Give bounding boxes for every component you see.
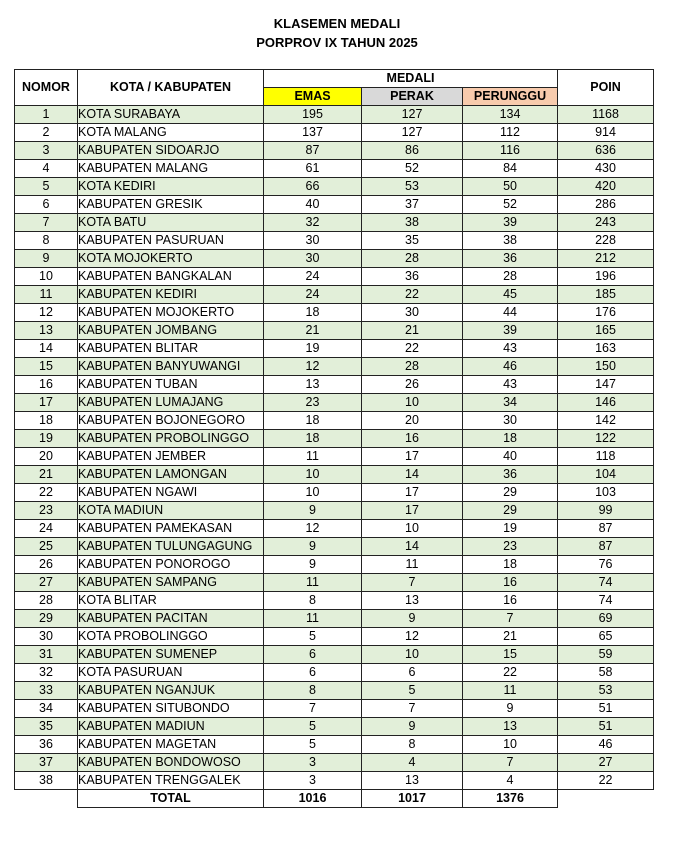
table-row	[15, 322, 654, 340]
emas-cell: 24	[264, 286, 362, 304]
kota-cell: KOTA MALANG	[78, 124, 264, 142]
perunggu-cell: 43	[463, 340, 558, 358]
nomor-cell: 33	[15, 682, 78, 700]
table-row	[15, 718, 654, 736]
nomor-cell: 36	[15, 736, 78, 754]
perak-cell: 28	[362, 358, 463, 376]
perunggu-cell: 4	[463, 772, 558, 790]
nomor-cell: 3	[15, 142, 78, 160]
perak-cell: 127	[362, 106, 463, 124]
poin-cell: 103	[558, 484, 654, 502]
nomor-cell: 14	[15, 340, 78, 358]
perunggu-cell: 40	[463, 448, 558, 466]
nomor-cell: 24	[15, 520, 78, 538]
total-perak: 1017	[362, 790, 463, 808]
emas-cell: 18	[264, 304, 362, 322]
poin-cell: 53	[558, 682, 654, 700]
perak-cell: 17	[362, 484, 463, 502]
nomor-cell: 16	[15, 376, 78, 394]
emas-cell: 12	[264, 520, 362, 538]
kota-cell: KABUPATEN MADIUN	[78, 718, 264, 736]
total-row	[15, 790, 654, 808]
kota-cell: KABUPATEN MAGETAN	[78, 736, 264, 754]
kota-cell: KABUPATEN PACITAN	[78, 610, 264, 628]
poin-cell: 74	[558, 592, 654, 610]
perunggu-cell: 36	[463, 250, 558, 268]
perak-cell: 11	[362, 556, 463, 574]
kota-cell: KOTA BATU	[78, 214, 264, 232]
poin-cell: 118	[558, 448, 654, 466]
perunggu-cell: 30	[463, 412, 558, 430]
kota-cell: KABUPATEN BONDOWOSO	[78, 754, 264, 772]
perak-cell: 17	[362, 502, 463, 520]
kota-cell: KOTA PASURUAN	[78, 664, 264, 682]
nomor-cell: 23	[15, 502, 78, 520]
perunggu-cell: 39	[463, 322, 558, 340]
perak-cell: 86	[362, 142, 463, 160]
table-row	[15, 304, 654, 322]
table-row	[15, 160, 654, 178]
emas-cell: 3	[264, 754, 362, 772]
perak-cell: 14	[362, 538, 463, 556]
page-subtitle: PORPROV IX TAHUN 2025	[256, 35, 418, 50]
poin-cell: 46	[558, 736, 654, 754]
nomor-cell: 5	[15, 178, 78, 196]
emas-cell: 137	[264, 124, 362, 142]
poin-cell: 176	[558, 304, 654, 322]
poin-cell: 147	[558, 376, 654, 394]
header-perunggu: PERUNGGU	[463, 88, 558, 106]
emas-cell: 10	[264, 484, 362, 502]
nomor-cell: 34	[15, 700, 78, 718]
perunggu-cell: 34	[463, 394, 558, 412]
kota-cell: KABUPATEN TUBAN	[78, 376, 264, 394]
total-label: TOTAL	[78, 790, 264, 808]
nomor-cell: 22	[15, 484, 78, 502]
perunggu-cell: 11	[463, 682, 558, 700]
poin-cell: 1168	[558, 106, 654, 124]
kota-cell: KABUPATEN GRESIK	[78, 196, 264, 214]
table-row	[15, 646, 654, 664]
kota-cell: KOTA SURABAYA	[78, 106, 264, 124]
emas-cell: 5	[264, 718, 362, 736]
poin-cell: 286	[558, 196, 654, 214]
kota-cell: KABUPATEN SITUBONDO	[78, 700, 264, 718]
emas-cell: 8	[264, 592, 362, 610]
kota-cell: KABUPATEN LUMAJANG	[78, 394, 264, 412]
nomor-cell: 6	[15, 196, 78, 214]
kota-cell: KOTA MOJOKERTO	[78, 250, 264, 268]
kota-cell: KABUPATEN JEMBER	[78, 448, 264, 466]
nomor-cell: 27	[15, 574, 78, 592]
poin-cell: 196	[558, 268, 654, 286]
total-blank	[15, 790, 78, 808]
nomor-cell: 7	[15, 214, 78, 232]
perak-cell: 14	[362, 466, 463, 484]
poin-cell: 65	[558, 628, 654, 646]
kota-cell: KABUPATEN SIDOARJO	[78, 142, 264, 160]
emas-cell: 9	[264, 556, 362, 574]
kota-cell: KABUPATEN PASURUAN	[78, 232, 264, 250]
table-row	[15, 574, 654, 592]
poin-cell: 51	[558, 718, 654, 736]
poin-cell: 87	[558, 538, 654, 556]
header-emas: EMAS	[264, 88, 362, 106]
poin-cell: 76	[558, 556, 654, 574]
table-body	[15, 106, 654, 790]
poin-cell: 59	[558, 646, 654, 664]
perunggu-cell: 39	[463, 214, 558, 232]
emas-cell: 21	[264, 322, 362, 340]
table-row	[15, 430, 654, 448]
poin-cell: 150	[558, 358, 654, 376]
emas-cell: 6	[264, 664, 362, 682]
poin-cell: 228	[558, 232, 654, 250]
kota-cell: KABUPATEN KEDIRI	[78, 286, 264, 304]
perak-cell: 10	[362, 520, 463, 538]
perunggu-cell: 28	[463, 268, 558, 286]
nomor-cell: 29	[15, 610, 78, 628]
perak-cell: 127	[362, 124, 463, 142]
emas-cell: 23	[264, 394, 362, 412]
kota-cell: KOTA KEDIRI	[78, 178, 264, 196]
perak-cell: 10	[362, 646, 463, 664]
perunggu-cell: 10	[463, 736, 558, 754]
total-emas: 1016	[264, 790, 362, 808]
table-row	[15, 682, 654, 700]
perak-cell: 22	[362, 286, 463, 304]
table-row	[15, 196, 654, 214]
table-row	[15, 232, 654, 250]
poin-cell: 146	[558, 394, 654, 412]
perunggu-cell: 22	[463, 664, 558, 682]
kota-cell: KABUPATEN SUMENEP	[78, 646, 264, 664]
poin-cell: 58	[558, 664, 654, 682]
perak-cell: 20	[362, 412, 463, 430]
emas-cell: 11	[264, 610, 362, 628]
nomor-cell: 8	[15, 232, 78, 250]
kota-cell: KABUPATEN NGAWI	[78, 484, 264, 502]
perak-cell: 10	[362, 394, 463, 412]
perunggu-cell: 13	[463, 718, 558, 736]
header-poin: POIN	[558, 70, 654, 106]
kota-cell: KOTA BLITAR	[78, 592, 264, 610]
table-row	[15, 628, 654, 646]
table-row	[15, 142, 654, 160]
perak-cell: 17	[362, 448, 463, 466]
nomor-cell: 11	[15, 286, 78, 304]
perak-cell: 35	[362, 232, 463, 250]
emas-cell: 13	[264, 376, 362, 394]
table-row	[15, 214, 654, 232]
perak-cell: 16	[362, 430, 463, 448]
table-row	[15, 736, 654, 754]
perunggu-cell: 46	[463, 358, 558, 376]
perunggu-cell: 43	[463, 376, 558, 394]
kota-cell: KABUPATEN JOMBANG	[78, 322, 264, 340]
emas-cell: 30	[264, 232, 362, 250]
poin-cell: 69	[558, 610, 654, 628]
table-row	[15, 376, 654, 394]
perak-cell: 53	[362, 178, 463, 196]
perunggu-cell: 9	[463, 700, 558, 718]
perunggu-cell: 7	[463, 754, 558, 772]
emas-cell: 5	[264, 628, 362, 646]
perak-cell: 6	[362, 664, 463, 682]
table-row	[15, 754, 654, 772]
poin-cell: 22	[558, 772, 654, 790]
nomor-cell: 2	[15, 124, 78, 142]
perak-cell: 30	[362, 304, 463, 322]
table-row	[15, 700, 654, 718]
table-row	[15, 772, 654, 790]
table-row	[15, 250, 654, 268]
poin-cell: 243	[558, 214, 654, 232]
nomor-cell: 12	[15, 304, 78, 322]
perunggu-cell: 29	[463, 502, 558, 520]
nomor-cell: 25	[15, 538, 78, 556]
poin-cell: 27	[558, 754, 654, 772]
perak-cell: 22	[362, 340, 463, 358]
perak-cell: 8	[362, 736, 463, 754]
kota-cell: KABUPATEN SAMPANG	[78, 574, 264, 592]
perunggu-cell: 23	[463, 538, 558, 556]
perak-cell: 12	[362, 628, 463, 646]
nomor-cell: 35	[15, 718, 78, 736]
nomor-cell: 31	[15, 646, 78, 664]
emas-cell: 61	[264, 160, 362, 178]
perak-cell: 36	[362, 268, 463, 286]
perunggu-cell: 7	[463, 610, 558, 628]
perunggu-cell: 15	[463, 646, 558, 664]
perak-cell: 21	[362, 322, 463, 340]
perak-cell: 13	[362, 772, 463, 790]
emas-cell: 9	[264, 502, 362, 520]
kota-cell: KABUPATEN BLITAR	[78, 340, 264, 358]
header-perak: PERAK	[362, 88, 463, 106]
emas-cell: 12	[264, 358, 362, 376]
kota-cell: KABUPATEN NGANJUK	[78, 682, 264, 700]
perak-cell: 52	[362, 160, 463, 178]
poin-cell: 122	[558, 430, 654, 448]
kota-cell: KOTA MADIUN	[78, 502, 264, 520]
emas-cell: 6	[264, 646, 362, 664]
emas-cell: 7	[264, 700, 362, 718]
total-perunggu: 1376	[463, 790, 558, 808]
kota-cell: KABUPATEN TULUNGAGUNG	[78, 538, 264, 556]
perunggu-cell: 134	[463, 106, 558, 124]
perunggu-cell: 36	[463, 466, 558, 484]
kota-cell: KABUPATEN PAMEKASAN	[78, 520, 264, 538]
perunggu-cell: 19	[463, 520, 558, 538]
table-row	[15, 286, 654, 304]
emas-cell: 40	[264, 196, 362, 214]
table-row	[15, 592, 654, 610]
poin-cell: 636	[558, 142, 654, 160]
perunggu-cell: 29	[463, 484, 558, 502]
table-row	[15, 664, 654, 682]
poin-cell: 104	[558, 466, 654, 484]
kota-cell: KABUPATEN PONOROGO	[78, 556, 264, 574]
perunggu-cell: 18	[463, 430, 558, 448]
kota-cell: KABUPATEN MOJOKERTO	[78, 304, 264, 322]
table-row	[15, 484, 654, 502]
header-medali: MEDALI	[264, 70, 558, 88]
perunggu-cell: 16	[463, 592, 558, 610]
table-row	[15, 538, 654, 556]
table-row	[15, 448, 654, 466]
poin-cell: 142	[558, 412, 654, 430]
nomor-cell: 4	[15, 160, 78, 178]
poin-cell: 165	[558, 322, 654, 340]
nomor-cell: 28	[15, 592, 78, 610]
poin-cell: 430	[558, 160, 654, 178]
emas-cell: 8	[264, 682, 362, 700]
emas-cell: 9	[264, 538, 362, 556]
emas-cell: 195	[264, 106, 362, 124]
nomor-cell: 17	[15, 394, 78, 412]
poin-cell: 420	[558, 178, 654, 196]
perunggu-cell: 44	[463, 304, 558, 322]
kota-cell: KABUPATEN BOJONEGORO	[78, 412, 264, 430]
perunggu-cell: 50	[463, 178, 558, 196]
emas-cell: 66	[264, 178, 362, 196]
table-row	[15, 610, 654, 628]
kota-cell: KABUPATEN LAMONGAN	[78, 466, 264, 484]
emas-cell: 87	[264, 142, 362, 160]
perak-cell: 9	[362, 610, 463, 628]
kota-cell: KABUPATEN TRENGGALEK	[78, 772, 264, 790]
kota-cell: KABUPATEN BANGKALAN	[78, 268, 264, 286]
poin-cell: 74	[558, 574, 654, 592]
nomor-cell: 9	[15, 250, 78, 268]
kota-cell: KABUPATEN BANYUWANGI	[78, 358, 264, 376]
nomor-cell: 32	[15, 664, 78, 682]
page-title: KLASEMEN MEDALI	[273, 16, 401, 31]
perunggu-cell: 38	[463, 232, 558, 250]
perunggu-cell: 52	[463, 196, 558, 214]
emas-cell: 24	[264, 268, 362, 286]
table-row	[15, 106, 654, 124]
perunggu-cell: 116	[463, 142, 558, 160]
perak-cell: 37	[362, 196, 463, 214]
nomor-cell: 30	[15, 628, 78, 646]
poin-cell: 51	[558, 700, 654, 718]
kota-cell: KABUPATEN MALANG	[78, 160, 264, 178]
perunggu-cell: 21	[463, 628, 558, 646]
emas-cell: 32	[264, 214, 362, 232]
table-row	[15, 520, 654, 538]
emas-cell: 18	[264, 412, 362, 430]
nomor-cell: 10	[15, 268, 78, 286]
poin-cell: 212	[558, 250, 654, 268]
perunggu-cell: 45	[463, 286, 558, 304]
table-row	[15, 556, 654, 574]
perak-cell: 9	[362, 718, 463, 736]
emas-cell: 30	[264, 250, 362, 268]
table-row	[15, 268, 654, 286]
perak-cell: 7	[362, 700, 463, 718]
emas-cell: 19	[264, 340, 362, 358]
perak-cell: 26	[362, 376, 463, 394]
header-kota: KOTA / KABUPATEN	[78, 70, 264, 106]
nomor-cell: 13	[15, 322, 78, 340]
table-row	[15, 502, 654, 520]
nomor-cell: 18	[15, 412, 78, 430]
perunggu-cell: 84	[463, 160, 558, 178]
nomor-cell: 15	[15, 358, 78, 376]
perak-cell: 13	[362, 592, 463, 610]
table-row	[15, 358, 654, 376]
emas-cell: 5	[264, 736, 362, 754]
perunggu-cell: 16	[463, 574, 558, 592]
nomor-cell: 21	[15, 466, 78, 484]
header-nomor: NOMOR	[15, 70, 78, 106]
perak-cell: 4	[362, 754, 463, 772]
medal-standings-table	[14, 69, 654, 808]
nomor-cell: 1	[15, 106, 78, 124]
poin-cell: 914	[558, 124, 654, 142]
nomor-cell: 37	[15, 754, 78, 772]
perak-cell: 28	[362, 250, 463, 268]
emas-cell: 18	[264, 430, 362, 448]
kota-cell: KOTA PROBOLINGGO	[78, 628, 264, 646]
emas-cell: 11	[264, 448, 362, 466]
emas-cell: 11	[264, 574, 362, 592]
poin-cell: 163	[558, 340, 654, 358]
poin-cell: 185	[558, 286, 654, 304]
kota-cell: KABUPATEN PROBOLINGGO	[78, 430, 264, 448]
poin-cell: 87	[558, 520, 654, 538]
emas-cell: 10	[264, 466, 362, 484]
table-row	[15, 124, 654, 142]
table-row	[15, 466, 654, 484]
perak-cell: 7	[362, 574, 463, 592]
nomor-cell: 26	[15, 556, 78, 574]
nomor-cell: 20	[15, 448, 78, 466]
perak-cell: 38	[362, 214, 463, 232]
total-blank-end	[558, 790, 654, 808]
table-row	[15, 412, 654, 430]
nomor-cell: 19	[15, 430, 78, 448]
emas-cell: 3	[264, 772, 362, 790]
perunggu-cell: 18	[463, 556, 558, 574]
table-row	[15, 394, 654, 412]
table-row	[15, 178, 654, 196]
table-row	[15, 340, 654, 358]
nomor-cell: 38	[15, 772, 78, 790]
perunggu-cell: 112	[463, 124, 558, 142]
perak-cell: 5	[362, 682, 463, 700]
poin-cell: 99	[558, 502, 654, 520]
